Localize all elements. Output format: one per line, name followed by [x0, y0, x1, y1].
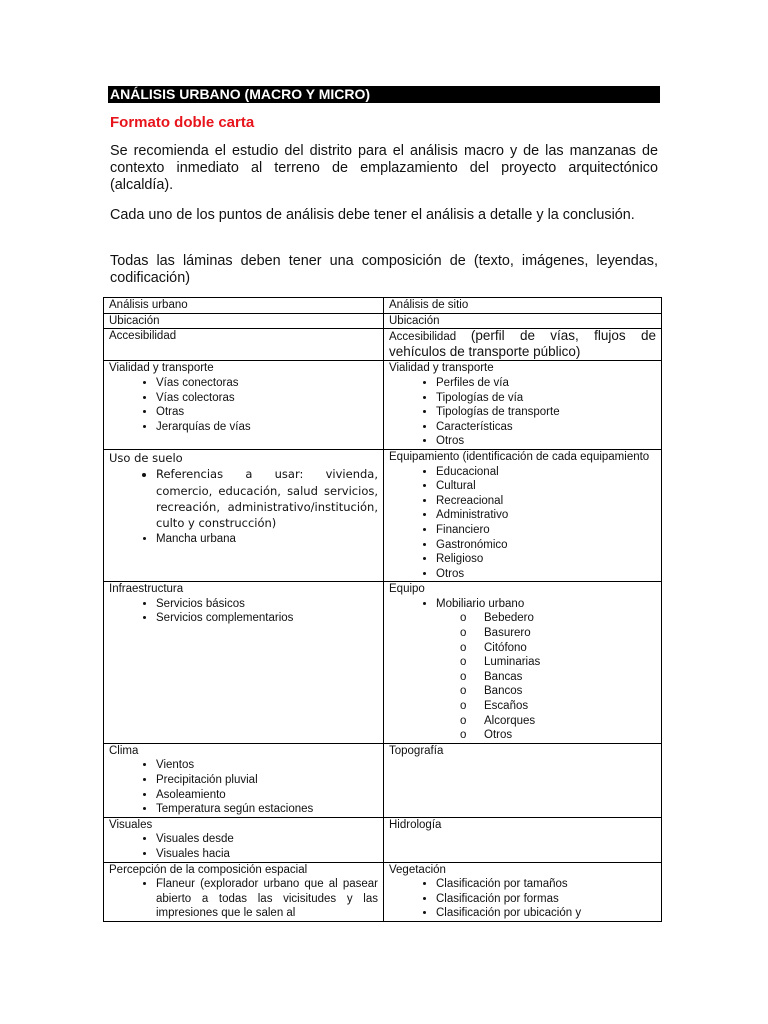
bullet-list [389, 877, 656, 921]
list-item: • Clasificación por tamaños [436, 877, 656, 892]
list-item: • Visuales desde [156, 832, 378, 847]
table-cell [384, 449, 662, 581]
composition-paragraph: Todas las láminas deben tener una composición de (texto, imágenes, leyendas, codificación) [110, 253, 658, 286]
list-item: • Características [436, 420, 656, 435]
list-item: • Servicios complementarios [156, 611, 378, 626]
sub-list-item: o Luminarias [484, 655, 656, 670]
list-item: • Flaneur (explorador urbano que al pasear abierto a todas las vicisitudes y las impresiones que le salen al [156, 877, 378, 921]
bullet-list [109, 758, 378, 816]
list-item: • Asoleamiento [156, 788, 378, 803]
table-cell: Hidrología [384, 817, 662, 862]
list-item: • Religioso [436, 552, 656, 567]
bullet-list [389, 465, 656, 582]
cell-title: Uso de suelo [109, 450, 183, 465]
cell-title: Clima [109, 744, 139, 757]
list-item: • Clasificación por ubicación y [436, 906, 656, 921]
list-item: • Vías conectoras [156, 376, 378, 391]
list-item: • Precipitación pluvial [156, 773, 378, 788]
table-cell [104, 862, 384, 921]
list-item: • Visuales hacia [156, 847, 378, 862]
list-item: • Otras [156, 405, 378, 420]
sub-list-item: o Bancas [484, 670, 656, 685]
cell-title: Equipo [389, 583, 425, 596]
bullet-list [389, 597, 656, 743]
list-item: • Referencias a usar: vivienda, comercio, educación, salud servicios, recreación, administrativo/institución, culto y construcción) [156, 466, 378, 531]
sub-list-item: o Escaños [484, 699, 656, 714]
cell-detail: (perfil de vías, flujos de vehículos de transporte público) [389, 328, 656, 359]
cell-title: Percepción de la composición espacial [109, 863, 308, 876]
table-cell [104, 361, 384, 450]
table-row [104, 313, 662, 329]
intro-paragraph: Se recomienda el estudio del distrito para el análisis macro y de las manzanas de contexto inmediato al terreno de emplazamiento del proyecto arquitectónico (alcaldía). [110, 143, 658, 193]
table-cell [104, 817, 384, 862]
list-item: • Clasificación por formas [436, 892, 656, 907]
table-cell [384, 582, 662, 744]
list-item: • Vías colectoras [156, 391, 378, 406]
table-cell [384, 329, 662, 361]
table-cell: Topografía [384, 743, 662, 817]
table-cell: Ubicación [384, 313, 662, 329]
table-row [104, 361, 662, 450]
bullet-list [109, 832, 378, 861]
list-item: • Jerarquías de vías [156, 420, 378, 435]
table-cell: Análisis urbano [104, 298, 384, 314]
detail-paragraph: Cada uno de los puntos de análisis debe tener el análisis a detalle y la conclusión. [110, 207, 635, 223]
list-item: • Financiero [436, 523, 656, 538]
table-cell: Análisis de sitio [384, 298, 662, 314]
bullet-list [109, 466, 378, 547]
bullet-list [389, 376, 656, 449]
list-item: • Mancha urbana [156, 531, 378, 547]
table-cell [104, 582, 384, 744]
analysis-table [103, 297, 662, 922]
cell-title: Vialidad y transporte [389, 362, 494, 375]
list-item: • Tipologías de transporte [436, 405, 656, 420]
table-cell: Accesibilidad [104, 329, 384, 361]
table-row [104, 298, 662, 314]
sub-list-item: o Bebedero [484, 611, 656, 626]
table-row [104, 862, 662, 921]
table-cell [104, 743, 384, 817]
table-row [104, 449, 662, 581]
list-item: • Tipologías de vía [436, 391, 656, 406]
list-item: • Temperatura según estaciones [156, 802, 378, 817]
table-cell: Ubicación [104, 313, 384, 329]
bullet-list [109, 877, 378, 921]
table-row [104, 743, 662, 817]
list-item [436, 597, 656, 743]
list-item: • Gastronómico [436, 538, 656, 553]
list-item: • Otros [436, 567, 656, 582]
bullet-list [109, 597, 378, 626]
cell-title: Visuales [109, 818, 153, 831]
table-cell [104, 449, 384, 581]
cell-title: Infraestructura [109, 583, 184, 596]
sub-list [436, 611, 656, 742]
table-cell [384, 361, 662, 450]
section-title: ANÁLISIS URBANO (MACRO Y MICRO) [108, 86, 660, 103]
table-row [104, 582, 662, 744]
list-item: • Vientos [156, 758, 378, 773]
cell-title: Equipamiento (identificación de cada equipamiento [389, 450, 650, 463]
list-item-label: Mobiliario urbano [436, 597, 525, 610]
table-row [104, 817, 662, 862]
list-item: • Recreacional [436, 494, 656, 509]
list-item: • Administrativo [436, 508, 656, 523]
sub-list-item: o Citófono [484, 641, 656, 656]
list-item: • Perfiles de vía [436, 376, 656, 391]
list-item: • Otros [436, 434, 656, 449]
sub-list-item: o Otros [484, 728, 656, 743]
sub-list-item: o Alcorques [484, 714, 656, 729]
sub-list-item: o Bancos [484, 684, 656, 699]
cell-title: Vialidad y transporte [109, 362, 214, 375]
cell-label: Accesibilidad [389, 331, 457, 344]
format-subtitle: Formato doble carta [110, 114, 255, 131]
cell-title: Vegetación [389, 863, 446, 876]
list-item: • Cultural [436, 479, 656, 494]
table-row [104, 329, 662, 361]
bullet-list [109, 376, 378, 434]
table-cell [384, 862, 662, 921]
list-item: • Servicios básicos [156, 597, 378, 612]
sub-list-item: o Basurero [484, 626, 656, 641]
list-item: • Educacional [436, 465, 656, 480]
